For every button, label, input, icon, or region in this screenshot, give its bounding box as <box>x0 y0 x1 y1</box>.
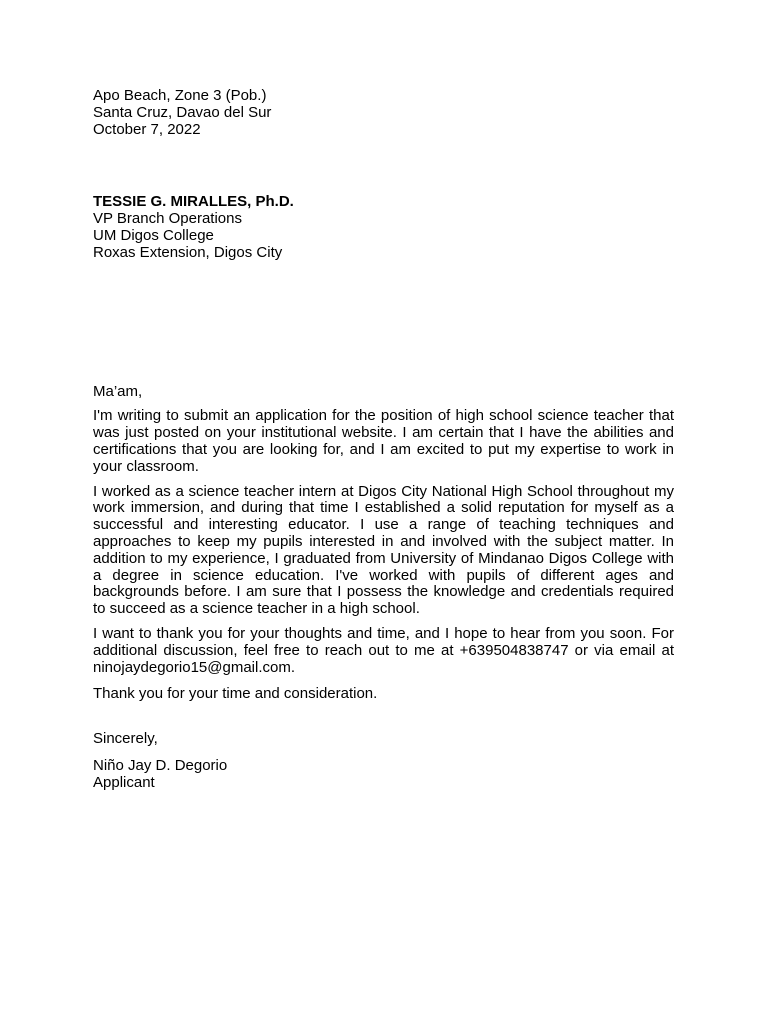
sender-block <box>93 88 674 138</box>
recipient-institution: UM Digos College <box>93 226 214 244</box>
sender-address-line2: Santa Cruz, Davao del Sur <box>93 103 272 121</box>
letter-date: October 7, 2022 <box>93 120 201 138</box>
letter-page <box>93 88 674 792</box>
body-paragraph-thanks: Thank you for your time and consideration. <box>93 685 378 703</box>
body-paragraph-intro: I'm writing to submit an application for the position of high school science teacher that was just posted on your institutional website. I am certain that I have the abilities and certifications that you are looking for, and I am excited to put my expertise to work in your classroom. <box>93 407 674 475</box>
recipient-address: Roxas Extension, Digos City <box>93 243 283 261</box>
signature-block <box>93 758 674 792</box>
signature-name: Niño Jay D. Degorio <box>93 756 228 774</box>
sender-address-line1: Apo Beach, Zone 3 (Pob.) <box>93 87 267 104</box>
recipient-block <box>93 194 674 261</box>
signature-role: Applicant <box>93 773 155 791</box>
body-paragraph-contact: I want to thank you for your thoughts and time, and I hope to hear from you soon. For additional discussion, feel free to reach out to me at +639504838747 or via email at ninojaydegorio15@gmail.com. <box>93 624 674 676</box>
recipient-name: TESSIE G. MIRALLES, Ph.D. <box>93 193 294 211</box>
closing: Sincerely, <box>93 730 158 748</box>
salutation: Ma’am, <box>93 382 143 400</box>
body-paragraph-experience: I worked as a science teacher intern at Digos City National High School throughout my work immersion, and during that time I established a solid reputation for myself as a successful and interesting educator. I use a range of teaching techniques and approaches to keep my pupils interested in and involved with the subject matter. In addition to my experience, I graduated from University of Mindanao Digos College with a degree in science education. I've worked with pupils of different ages and backgrounds before. I am sure that I possess the knowledge and credentials required to succeed as a science teacher in a high school. <box>93 482 674 618</box>
recipient-title: VP Branch Operations <box>93 210 242 228</box>
